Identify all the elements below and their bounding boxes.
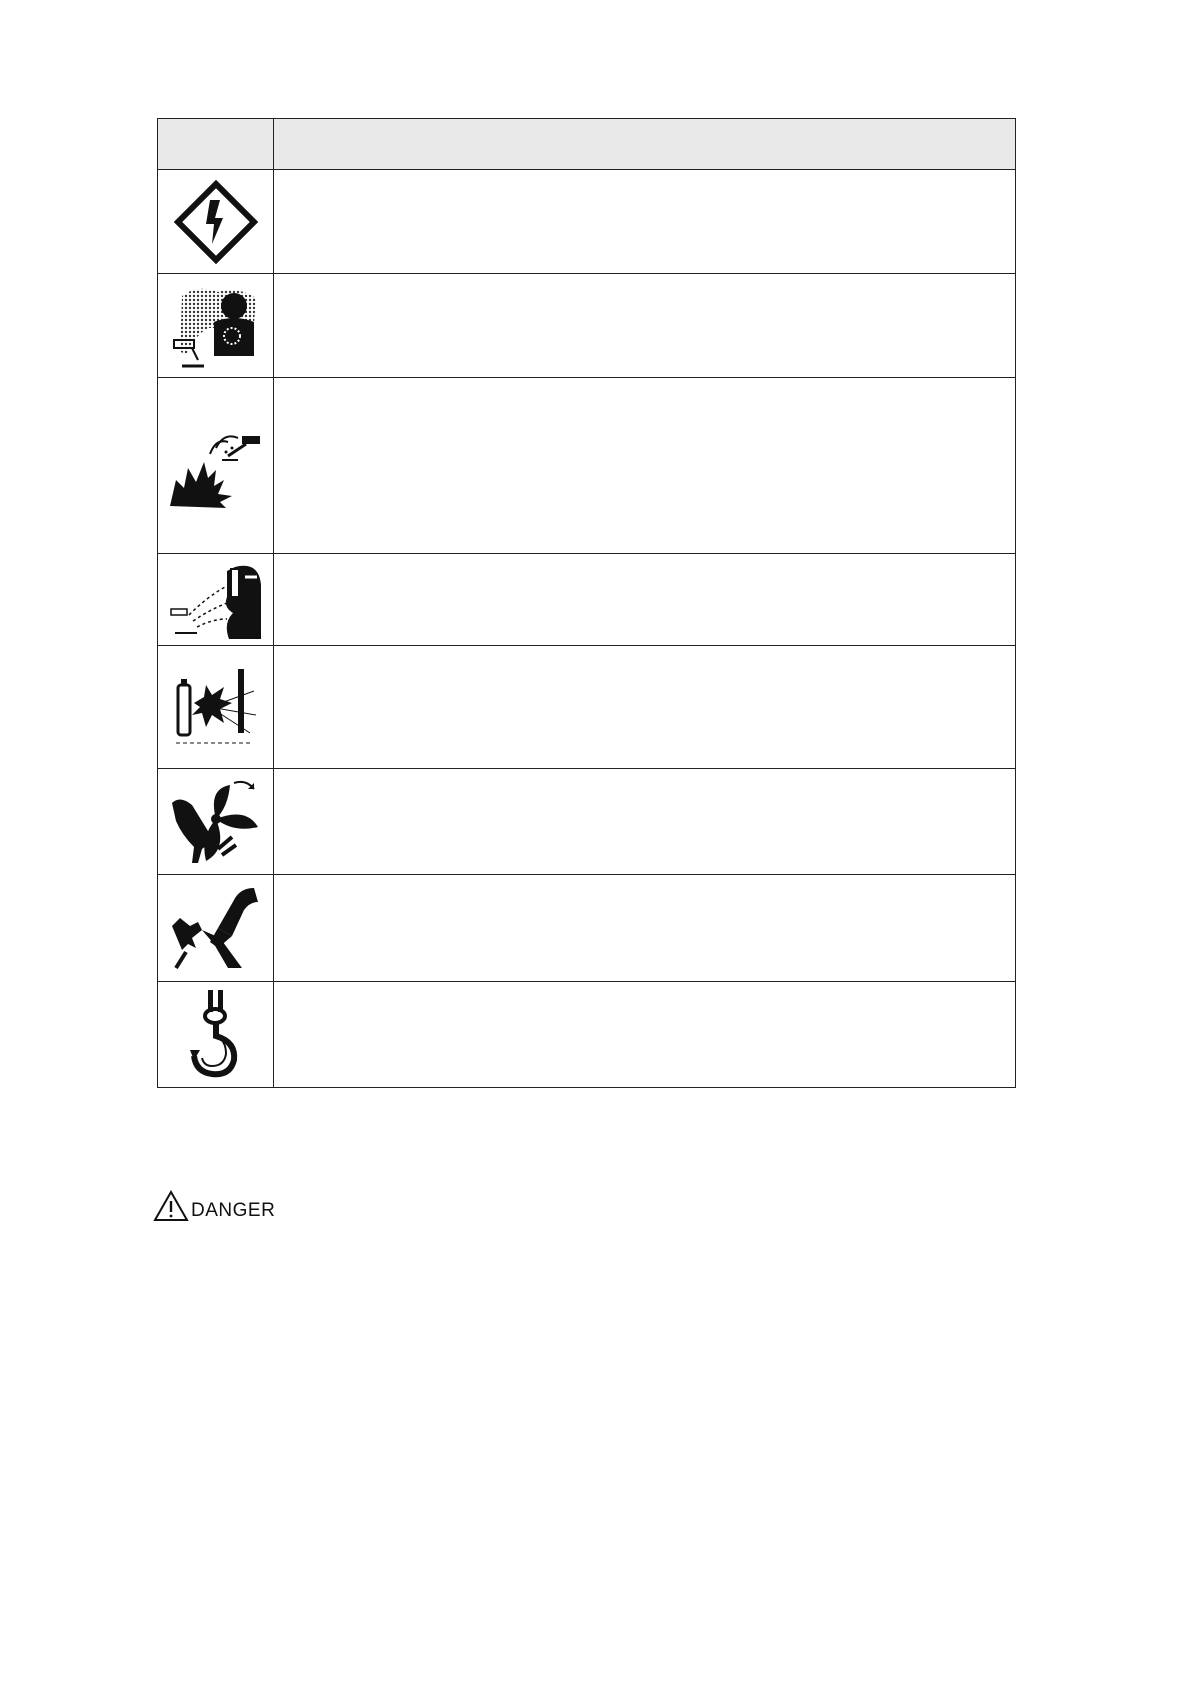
- danger-heading: [153, 1190, 275, 1222]
- table-row: [158, 274, 1016, 378]
- safety-symbols-table: [157, 118, 1016, 1088]
- table-row: [158, 875, 1016, 982]
- lifting-hook-icon: [184, 988, 248, 1082]
- hot-parts-icon: [168, 882, 264, 974]
- row-description: [274, 554, 1016, 646]
- row-description: [274, 769, 1016, 875]
- moving-parts-icon: [168, 777, 264, 867]
- fire-explosion-icon: [166, 418, 266, 514]
- table-row: [158, 378, 1016, 554]
- table-row: [158, 646, 1016, 769]
- row-description: [274, 170, 1016, 274]
- cylinder-explosion-icon: [170, 663, 262, 751]
- row-description: [274, 982, 1016, 1088]
- danger-label-text: DANGER: [191, 1200, 276, 1221]
- electric-shock-icon: [174, 180, 258, 264]
- row-description: [274, 875, 1016, 982]
- fumes-gases-icon: [168, 278, 264, 374]
- table-header-row: [158, 119, 1016, 170]
- row-description: [274, 646, 1016, 769]
- header-icon-column: [158, 119, 274, 170]
- header-description-column: [274, 119, 1016, 170]
- row-description: [274, 274, 1016, 378]
- table-row: [158, 170, 1016, 274]
- row-description: [274, 378, 1016, 554]
- arc-rays-icon: [167, 557, 265, 643]
- table-row: [158, 554, 1016, 646]
- table-row: [158, 982, 1016, 1088]
- table-row: [158, 769, 1016, 875]
- warning-triangle-icon: [153, 1190, 189, 1222]
